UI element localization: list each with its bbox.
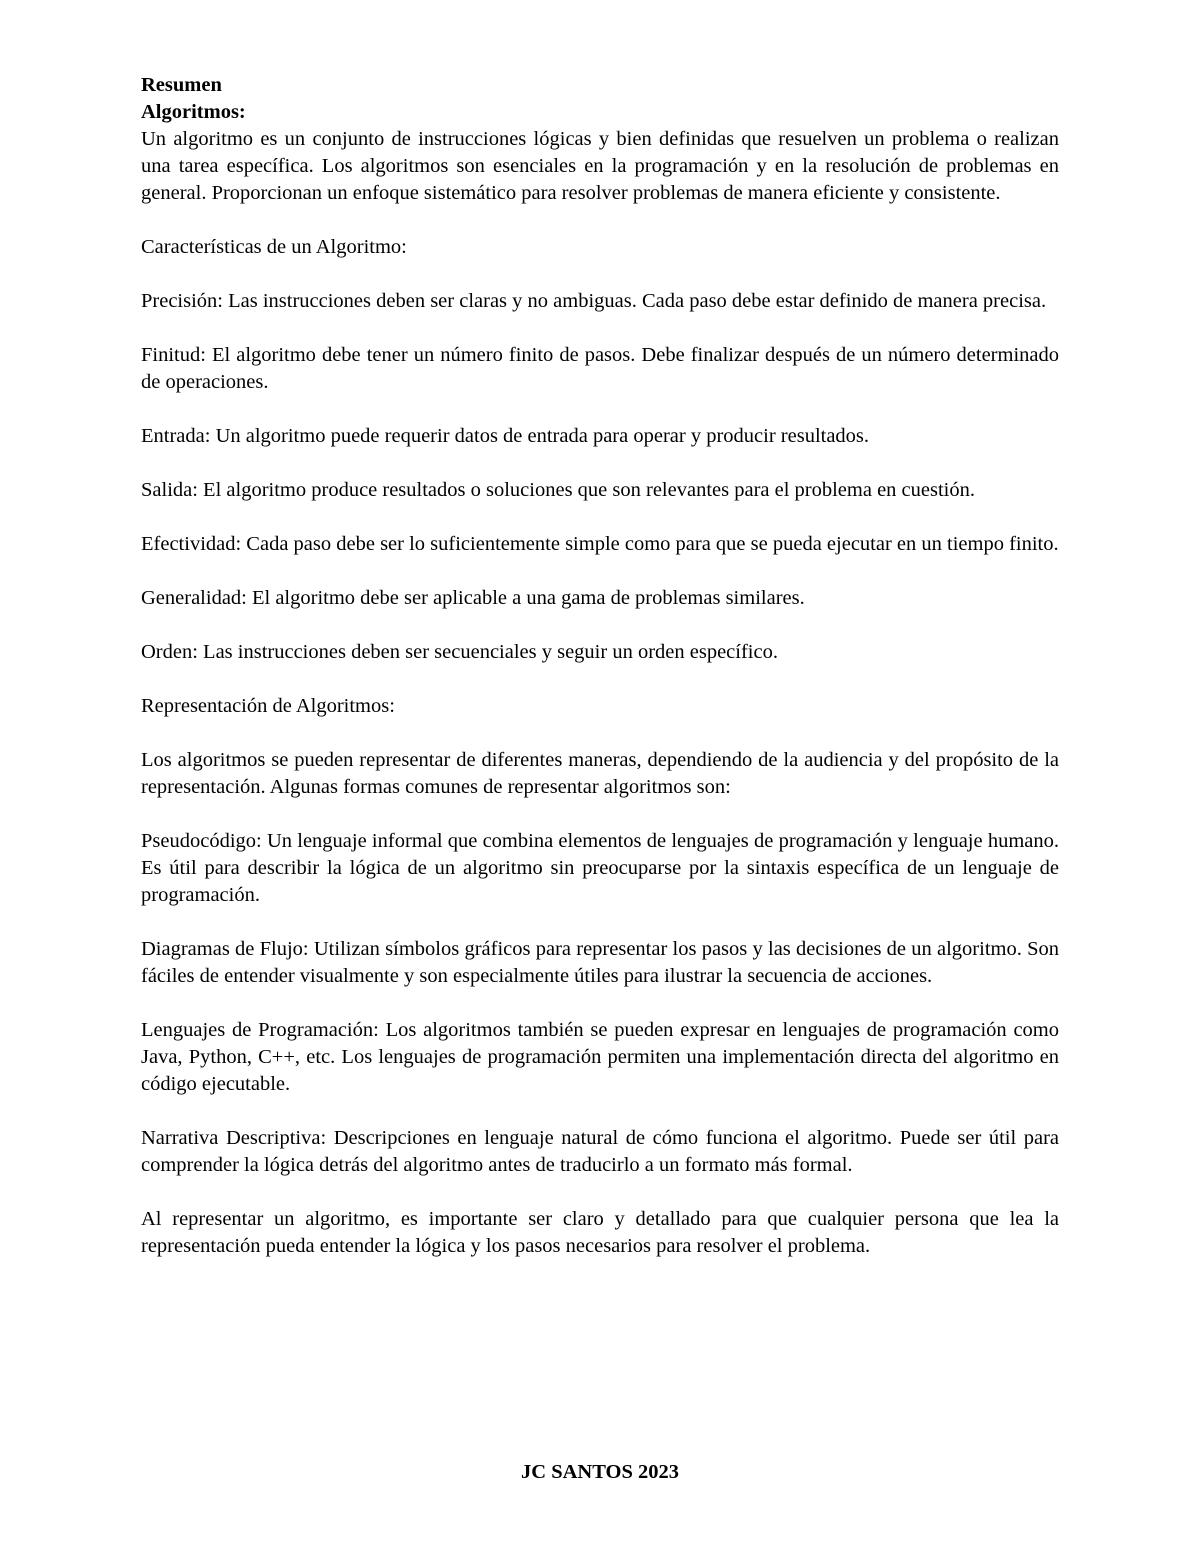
paragraph-entrada: Entrada: Un algoritmo puede requerir datos de entrada para operar y producir resultados.: [141, 425, 870, 447]
paragraph-finitud: Finitud: El algoritmo debe tener un número finito de pasos. Debe finalizar después de un número determinado de operaciones.: [141, 344, 1059, 393]
paragraph-representacion-intro: Los algoritmos se pueden representar de diferentes maneras, dependiendo de la audiencia y del propósito de la representación. Algunas formas comunes de representar algoritmos son:: [141, 749, 1059, 798]
document-footer: JC SANTOS 2023: [521, 1461, 679, 1483]
section-heading-representacion: Representación de Algoritmos:: [141, 695, 395, 717]
paragraph-pseudocodigo: Pseudocódigo: Un lenguaje informal que combina elementos de lenguajes de programación y lenguaje humano. Es útil para describir la lógica de un algoritmo sin preocuparse por la sintaxis específica de un lenguaje de programación.: [141, 830, 1059, 906]
document-body: [141, 72, 1059, 1287]
section-heading-caracteristicas: Características de un Algoritmo:: [141, 236, 407, 258]
document-heading: Resumen: [141, 74, 222, 96]
paragraph-conclusion: Al representar un algoritmo, es importante ser claro y detallado para que cualquier persona que lea la representación pueda entender la lógica y los pasos necesarios para resolver el problema.: [141, 1208, 1059, 1257]
paragraph-narrativa-descriptiva: Narrativa Descriptiva: Descripciones en lenguaje natural de cómo funciona el algoritmo. Puede ser útil para comprender la lógica detrás del algoritmo antes de traducirlo a un formato más formal.: [141, 1127, 1059, 1176]
paragraph-efectividad: Efectividad: Cada paso debe ser lo suficientemente simple como para que se pueda ejecutar en un tiempo finito.: [141, 533, 1059, 555]
paragraph-diagramas-de-flujo: Diagramas de Flujo: Utilizan símbolos gráficos para representar los pasos y las decisiones de un algoritmo. Son fáciles de entender visualmente y son especialmente útiles para ilustrar la secuencia de acciones.: [141, 938, 1059, 987]
paragraph-generalidad: Generalidad: El algoritmo debe ser aplicable a una gama de problemas similares.: [141, 587, 805, 609]
paragraph-lenguajes-de-programacion: Lenguajes de Programación: Los algoritmos también se pueden expresar en lenguajes de programación como Java, Python, C++, etc. Los lenguajes de programación permiten una implementación directa del algoritmo en código ejecutable.: [141, 1019, 1059, 1095]
paragraph-orden: Orden: Las instrucciones deben ser secuenciales y seguir un orden específico.: [141, 641, 778, 663]
intro-paragraph: Un algoritmo es un conjunto de instrucciones lógicas y bien definidas que resuelven un problema o realizan una tarea específica. Los algoritmos son esenciales en la programación y en la resolución de problemas en general. Proporcionan un enfoque sistemático para resolver problemas de manera eficiente y consistente.: [141, 128, 1059, 204]
document-subheading: Algoritmos:: [141, 101, 246, 123]
paragraph-precision: Precisión: Las instrucciones deben ser claras y no ambiguas. Cada paso debe estar definido de manera precisa.: [141, 290, 1047, 312]
paragraph-salida: Salida: El algoritmo produce resultados o soluciones que son relevantes para el problema en cuestión.: [141, 479, 975, 501]
